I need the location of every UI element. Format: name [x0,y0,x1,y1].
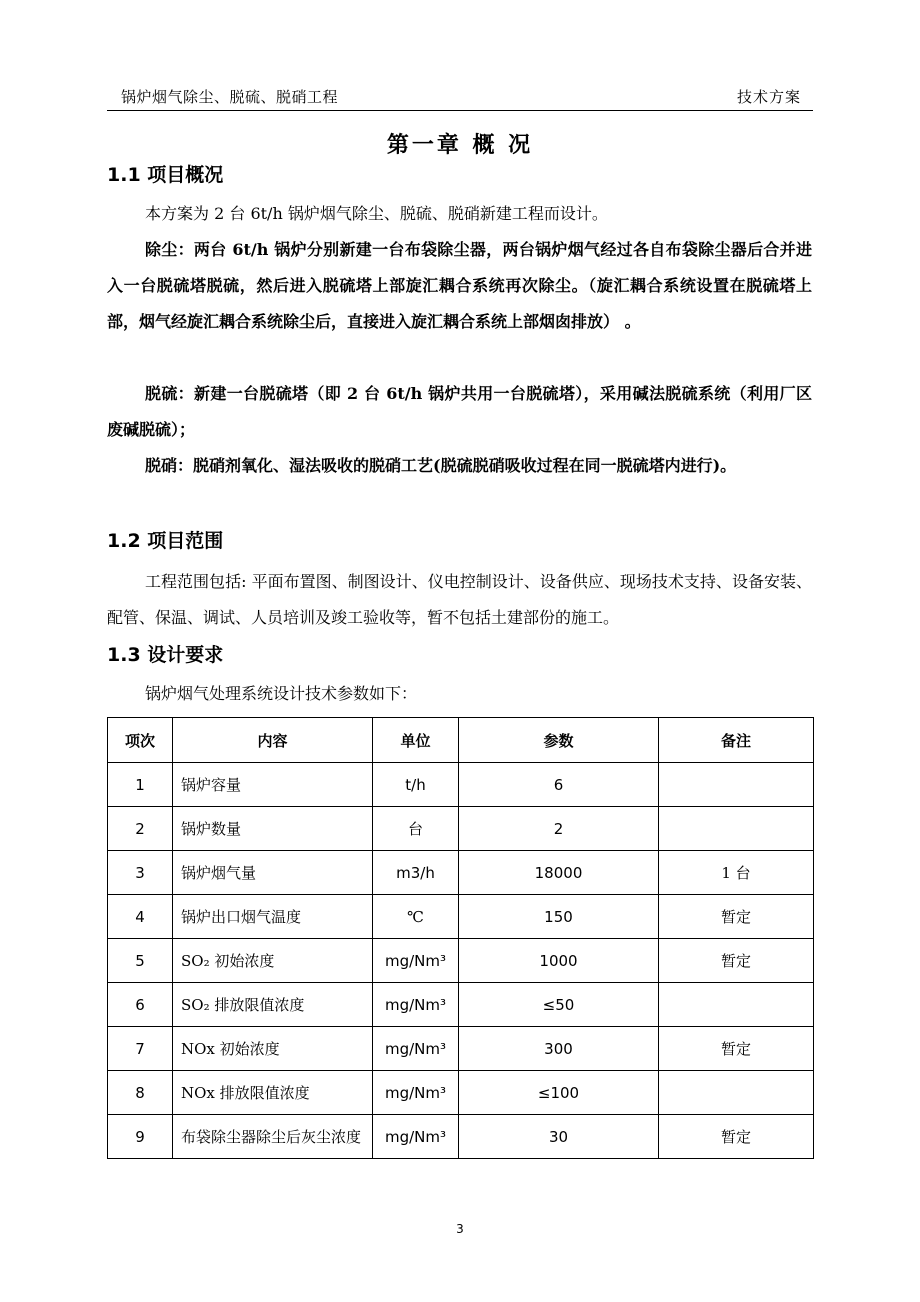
cell-unit: mg/Nm³ [373,1071,459,1115]
cell-value: 150 [459,895,659,939]
cell-note: 暂定 [659,1115,814,1159]
section-1-1-para-1: 本方案为 2 台 6t/h 锅炉烟气除尘、脱硫、脱硝新建工程而设计。 [145,204,608,223]
cell-content: NOx 初始浓度 [173,1027,373,1071]
table-row [108,895,814,939]
cell-content: 布袋除尘器除尘后灰尘浓度 [173,1115,373,1159]
header-project-name: 锅炉烟气除尘、脱硫、脱硝工程 [121,88,339,106]
cell-value: 6 [459,763,659,807]
cell-note: 暂定 [659,939,814,983]
cell-unit: mg/Nm³ [373,1027,459,1071]
table-row [108,807,814,851]
cell-unit: m3/h [373,851,459,895]
cell-content: NOx 排放限值浓度 [173,1071,373,1115]
col-header-unit: 单位 [373,718,459,763]
cell-unit: mg/Nm³ [373,1115,459,1159]
table-row [108,1071,814,1115]
col-header-content: 内容 [173,718,373,763]
design-parameters-table [107,717,814,1159]
table-row [108,939,814,983]
cell-note [659,983,814,1027]
cell-value: 300 [459,1027,659,1071]
cell-value: 18000 [459,851,659,895]
cell-note [659,807,814,851]
cell-no: 8 [108,1071,173,1115]
col-header-note: 备注 [659,718,814,763]
header-doc-type: 技术方案 [736,88,801,106]
col-header-value: 参数 [459,718,659,763]
cell-no: 4 [108,895,173,939]
cell-no: 1 [108,763,173,807]
cell-unit: 台 [373,807,459,851]
cell-value: 30 [459,1115,659,1159]
table-row [108,851,814,895]
cell-value: 1000 [459,939,659,983]
cell-unit: ℃ [373,895,459,939]
cell-content: 锅炉数量 [173,807,373,851]
cell-note: 暂定 [659,895,814,939]
section-1-3-title: 1.3 设计要求 [107,644,224,666]
section-1-2-para-1: 工程范围包括: 平面布置图、制图设计、仪电控制设计、设备供应、现场技术支持、设备安装、配管、保温、调试、人员培训及竣工验收等，暂不包括土建部份的施工。 [107,572,812,627]
cell-content: 锅炉出口烟气温度 [173,895,373,939]
cell-no: 3 [108,851,173,895]
section-1-1-para-desulfurization: 脱硫：新建一台脱硫塔（即 2 台 6t/h 锅炉共用一台脱硫塔），采用碱法脱硫系统（利用厂区废碱脱硫）； [107,384,812,439]
cell-note: 1 台 [659,851,814,895]
cell-note [659,763,814,807]
table-row [108,983,814,1027]
table-row [108,1027,814,1071]
cell-no: 2 [108,807,173,851]
cell-no: 9 [108,1115,173,1159]
cell-note [659,1071,814,1115]
cell-no: 7 [108,1027,173,1071]
col-header-no: 项次 [108,718,173,763]
table-header-row [108,718,814,763]
cell-value: ≤100 [459,1071,659,1115]
cell-unit: mg/Nm³ [373,983,459,1027]
cell-content: 锅炉烟气量 [173,851,373,895]
cell-value: ≤50 [459,983,659,1027]
table-row [108,763,814,807]
cell-content: SO₂ 排放限值浓度 [173,983,373,1027]
page-number: 3 [456,1222,464,1236]
page-header [107,84,813,111]
section-1-2-title: 1.2 项目范围 [107,530,224,552]
cell-no: 5 [108,939,173,983]
cell-value: 2 [459,807,659,851]
section-1-1-para-dust: 除尘：两台 6t/h 锅炉分别新建一台布袋除尘器，两台锅炉烟气经过各自布袋除尘器后合并进入一台脱硫塔脱硫，然后进入脱硫塔上部旋汇耦合系统再次除尘。（旋汇耦合系统设置在脱硫塔上部，烟气经旋汇耦合系统除尘后，直接进入旋汇耦合系统上部烟囱排放） 。 [107,240,812,331]
section-1-3-para-1: 锅炉烟气处理系统设计技术参数如下： [145,684,418,703]
cell-no: 6 [108,983,173,1027]
section-1-1-para-denitration: 脱硝：脱硝剂氧化、湿法吸收的脱硝工艺(脱硫脱硝吸收过程在同一脱硫塔内进行)。 [145,456,737,475]
section-1-1-title: 1.1 项目概况 [107,164,224,186]
cell-unit: mg/Nm³ [373,939,459,983]
chapter-title: 第一章 概 况 [386,132,534,158]
cell-unit: t/h [373,763,459,807]
table-row [108,1115,814,1159]
cell-content: 锅炉容量 [173,763,373,807]
cell-note: 暂定 [659,1027,814,1071]
cell-content: SO₂ 初始浓度 [173,939,373,983]
